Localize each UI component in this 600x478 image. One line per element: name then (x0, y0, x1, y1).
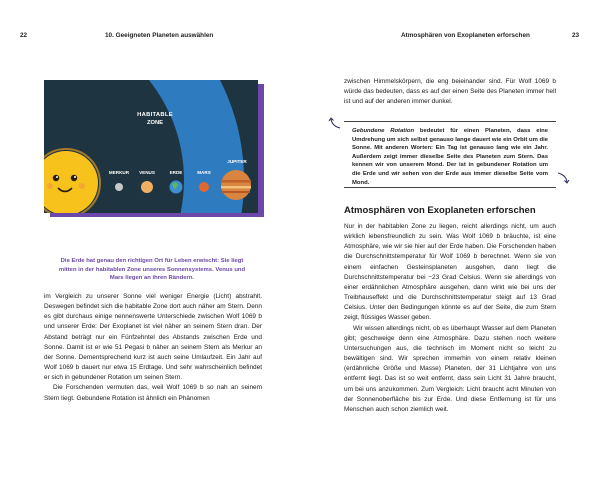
right-page-number: 23 (572, 32, 580, 39)
planet-label-mercury: MERKUR (108, 170, 130, 175)
right-paragraph-2: Wir wissen allerdings nicht, ob es überhaupt Wasser auf dem Planeten gibt; geschweige denn eine Atmosphäre. Dazu stehen noch weitere Untersuchungen aus, die technisch im Moment nicht so leicht zu bewältigen sind. Wir sprechen immerhin von einem relativ kleinen (erdähnliche Größe und Masse) Planeten, der 31 Lichtjahre von uns entfernt liegt. Das ist so weit entfernt, dass sein Licht 31 Jahre braucht, um bei uns anzukommen. Zum Vergleich: Licht braucht acht Minuten von der Sonnenoberfläche bis zur Erde. Und diese Entfernung ist für uns Menschen auch schon ziemlich weit. (344, 324, 556, 413)
curved-arrow-icon (328, 116, 342, 130)
right-paragraph-1: Nur in der habitablen Zone zu liegen, reicht allerdings nicht, um auch wirklich lebensfreundlich zu sein. Was Wolf 1069 b bräuchte, ist eine Atmosphäre, wie wir sie hier auf der Erde haben. Die Forschenden haben die Durchschnittstemperatur für Wolf 1069 b berechnet. Wenn sie von einem einfachen Gesteinsplaneten ausgehen, dann liegt die Durchschnittstemperatur bei −23 Grad Celsius. Wenn sie allerdings von einer erdähnlichen Atmosphäre ausgehen, dann wirkt wie bei uns der Treibhauseffekt und die Durchschnittstemperatur steigt auf 13 Grad Celsius. Unter den Bedingungen könnte es auf der Seite, die zum Stern zeigt, flüssiges Wasser geben. (344, 223, 556, 322)
curved-arrow-icon (556, 171, 570, 185)
planet-label-mars: MARS (197, 170, 211, 175)
left-running-header: 10. Geeigneten Planeten auswählen (105, 32, 214, 39)
right-running-header: Atmosphären von Exoplaneten erforschen (401, 32, 530, 39)
left-paragraph-2: Die Forschenden vermuten das, weil Wolf 1069 b so nah an seinem Stern liegt. Gebundene Rotation ist ähnlich ein Phänomen (44, 384, 262, 402)
figure-caption: Die Erde hat genau den richtigen Ort für Leben erwischt: Sie liegt mitten in der habitablen Zone unseres Sonnensystems. Venus und Mars liegen an ihren Rändern. (58, 258, 246, 281)
left-page-number: 22 (20, 32, 28, 39)
figure-illustration (44, 80, 258, 213)
left-column (44, 292, 262, 404)
definition-text (352, 127, 548, 187)
right-column (344, 222, 556, 415)
mercury-icon (115, 183, 123, 191)
right-top-paragraph: zwischen Himmelskörpern, die eng beieinander sind. Für Wolf 1069 b würde das bedeuten, dass es auf der einen Seite des Planeten immer hell ist und auf der anderen immer dunkel. (344, 78, 556, 106)
definition-body: bedeutet für einen Planeten, dass eine Umdrehung um sich selbst genauso lange dauert wie ein Orbit um die Sonne. Mit anderen Worten: Ein Tag ist genauso lang wie ein Jahr. Außerdem zeigt immer dieselbe Seite des Planeten zum Stern. Das kennen wir von unserem Mond. Der ist in gebundener Rotation um die Erde und wir sehen von der Erde aus immer dieselbe Seite vom Mond. (352, 128, 548, 186)
section-title: Atmosphären von Exoplaneten erforschen (344, 205, 536, 216)
habitable-zone-figure (44, 80, 258, 213)
jupiter-icon (221, 170, 251, 200)
left-paragraph-1: im Vergleich zu unserer Sonne viel weniger Energie (Licht) abstrahlt. Deswegen befindet sich die habitable Zone dort auch näher am Stern. Denn es gibt durchaus einige nennenswerte Unterschiede zwischen Wolf 1069 b und unserer Erde: Der Exoplanet ist viel näher an seinem Stern dran. Der Abstand beträgt nur ein Fünfzehntel des Abstands zwischen Erde und Sonne. Damit ist er wie 51 Pegasi b näher an seinem Stern als Merkur an der Sonne. Dementsprechend kurz ist auch seine Umlaufzeit. Ein Jahr auf Wolf 1069 b dauert nur etwa 15 Erdtage. Und sehr wahrscheinlich befindet er sich in gebundener Rotation um seinen Stern. (44, 293, 262, 382)
definition-term: Gebundene Rotation (352, 128, 415, 134)
mars-icon (199, 182, 209, 192)
venus-icon (141, 181, 153, 193)
zone-label-line1: HABITABLE (137, 112, 173, 118)
planet-label-venus: VENUS (139, 170, 155, 175)
planet-label-earth: ERDE (169, 170, 183, 175)
zone-label-line2: ZONE (146, 120, 164, 126)
definition-box (344, 121, 556, 188)
planet-label-jupiter: JUPITER (227, 159, 247, 164)
